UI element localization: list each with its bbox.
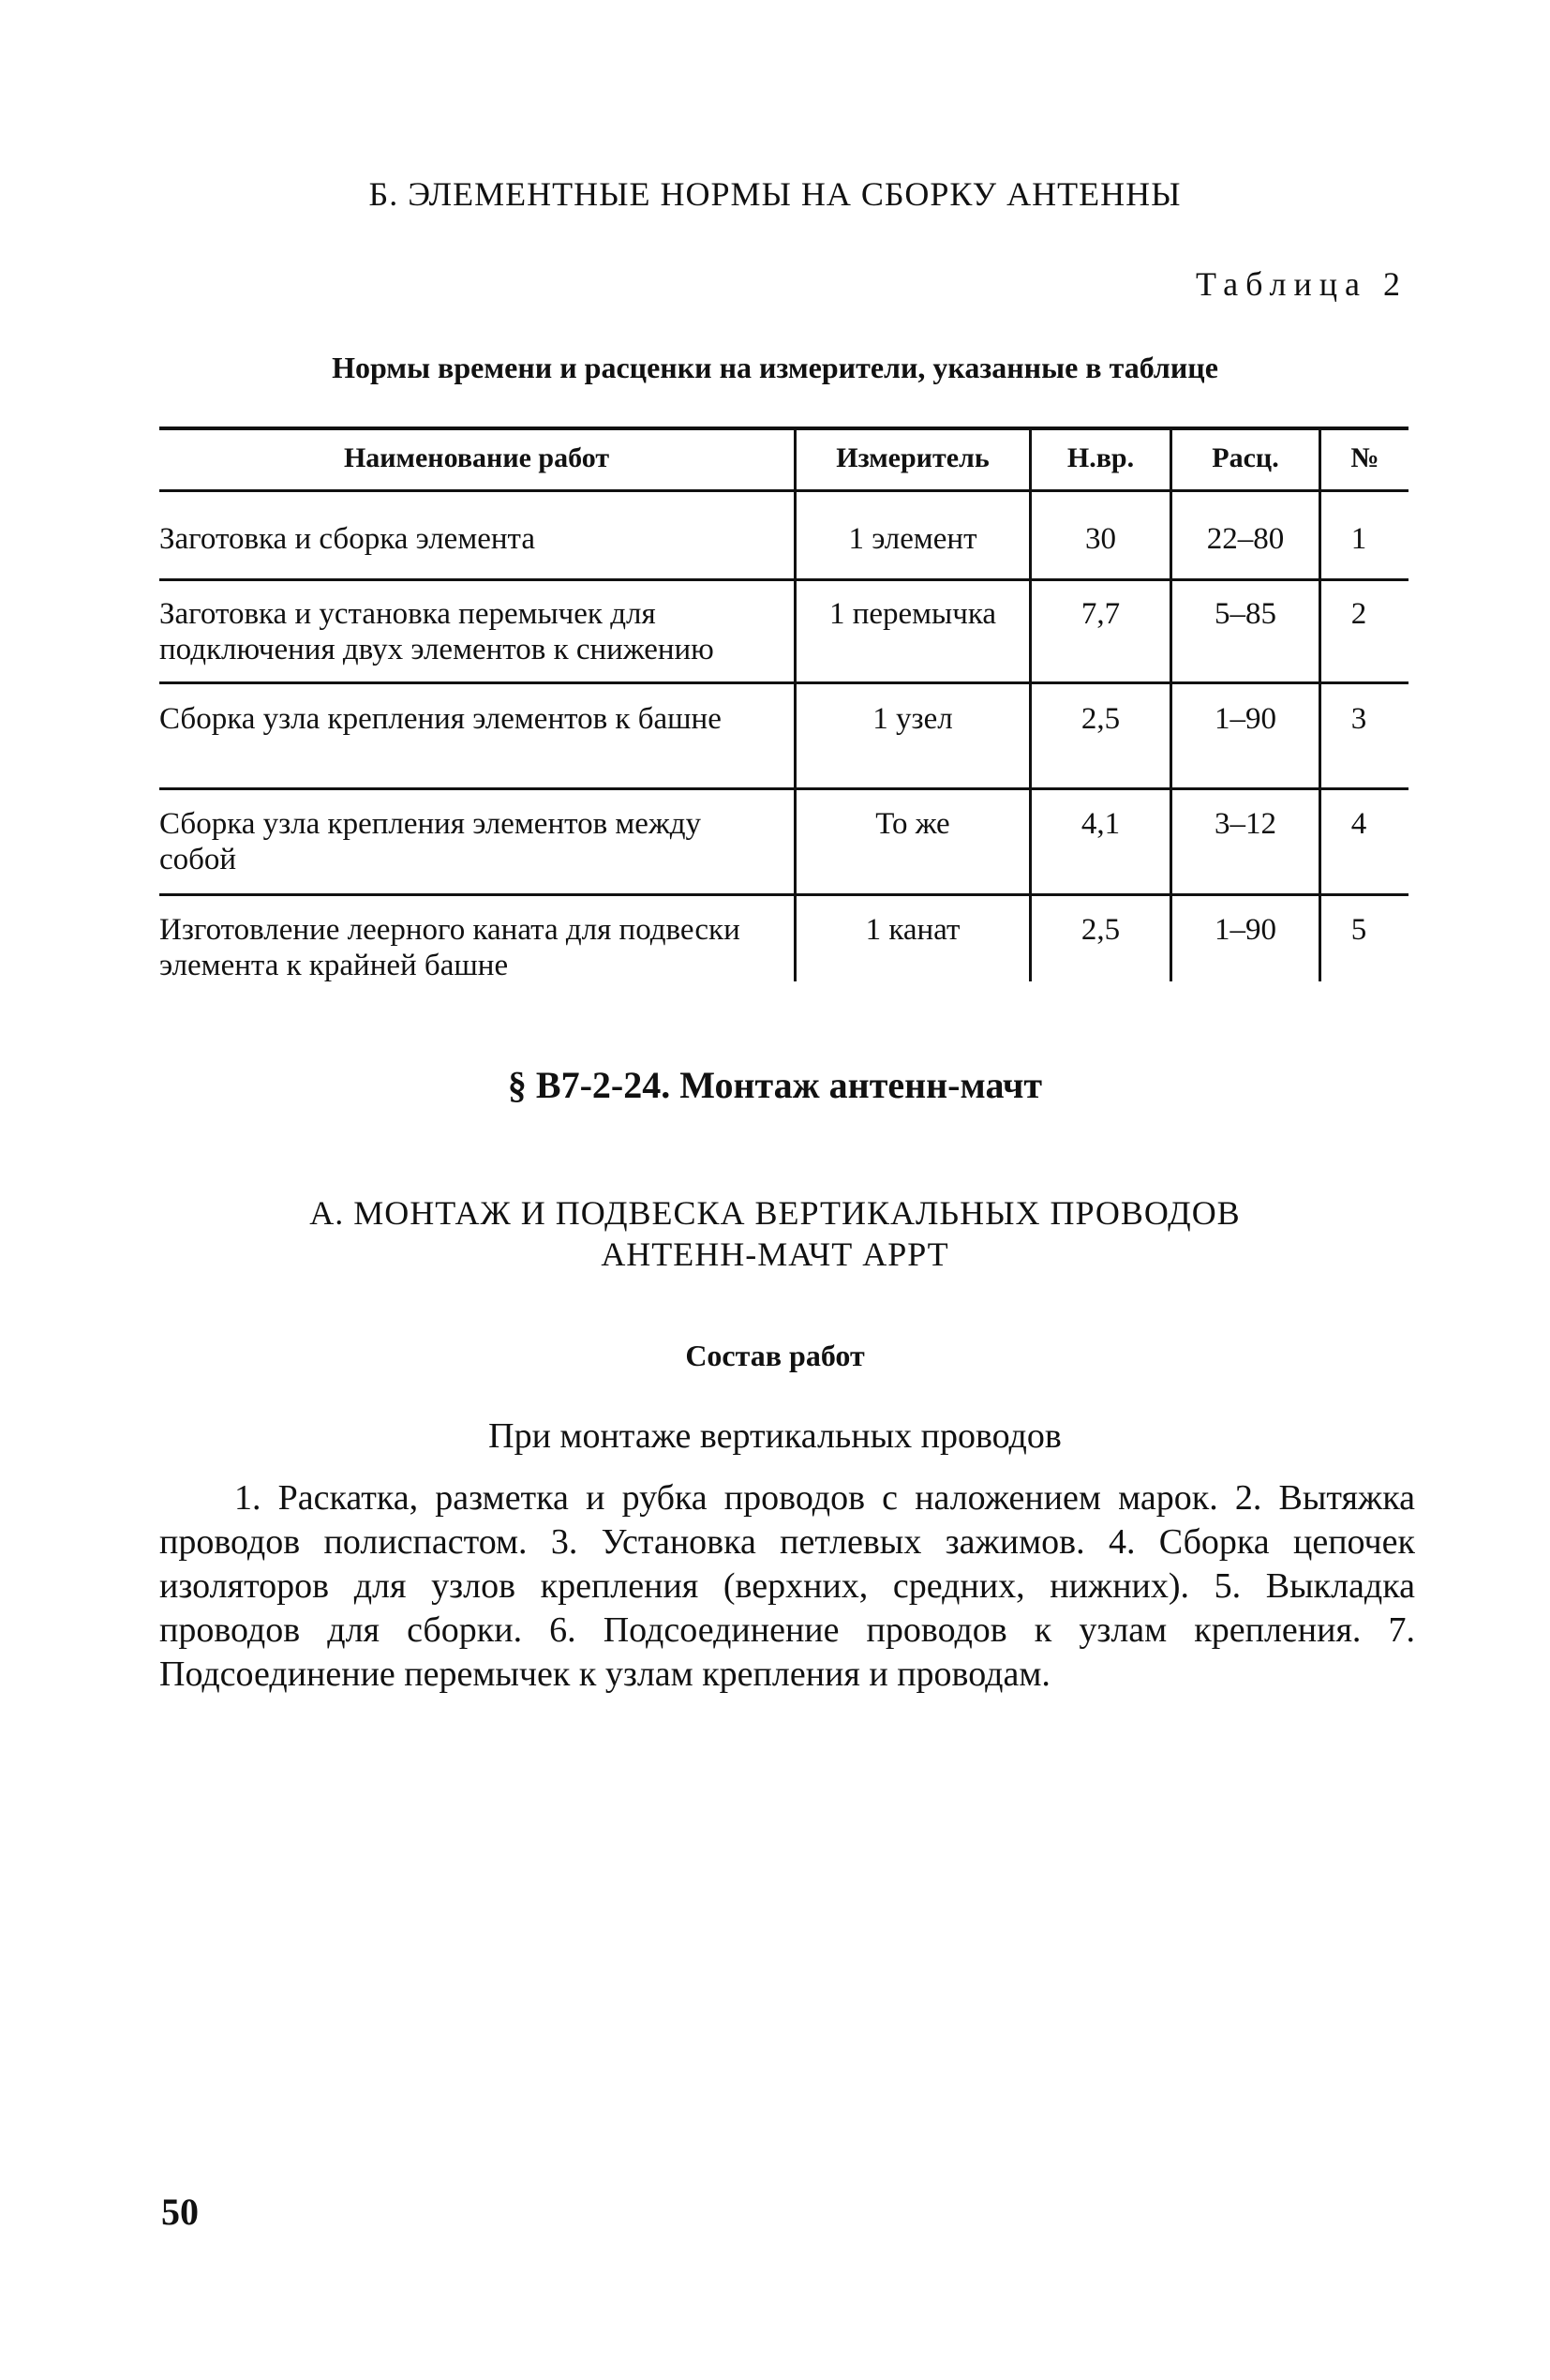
section-title: Б. ЭЛЕМЕНТНЫЕ НОРМЫ НА СБОРКУ АНТЕННЫ (368, 175, 1182, 213)
row-5-num: 5 (1350, 913, 1367, 947)
row-4-time: 4,1 (1081, 807, 1121, 841)
table-header-rule (159, 489, 1408, 492)
row-4-name: Сборка узла крепления элементов между собой (159, 807, 702, 876)
row-2-unit: 1 перемычка (828, 597, 997, 631)
header-time: Н.вр. (1066, 442, 1135, 473)
row-5-name: Изготовление леерного каната для подвески элемента к крайней башне (159, 913, 740, 982)
row-4-num: 4 (1350, 807, 1367, 841)
row-1-unit: 1 элемент (848, 522, 977, 556)
row-5-time: 2,5 (1081, 913, 1121, 947)
row-3-time: 2,5 (1081, 702, 1121, 736)
row-rule-2 (159, 681, 1408, 684)
row-rule-1 (159, 578, 1408, 581)
row-5-rate: 1–90 (1215, 913, 1276, 947)
row-4-rate: 3–12 (1215, 807, 1276, 841)
sub-heading-line-2: АНТЕНН-МАЧТ АРРТ (601, 1235, 949, 1273)
row-5-unit: 1 канат (865, 913, 961, 947)
header-rate: Расц. (1212, 442, 1279, 473)
row-1-rate: 22–80 (1206, 522, 1285, 556)
row-3-rate: 1–90 (1215, 702, 1276, 736)
work-composition-text: 1. Раскатка, разметка и рубка проводов с наложением марок. 2. Вытяжка проводов полиспастом. 3. Установка петлевых зажимов. 4. Сборка цепочек изоляторов для узлов крепления (верхних, средних, нижних). 5. Выкладка проводов для сборки. 6. Подсоединение проводов к узлам крепления. 7. Подсоединение перемычек к узлам крепления и проводам. (159, 1478, 1415, 1694)
paragraph-heading: § В7-2-24. Монтаж антенн-мачт (507, 1064, 1043, 1106)
table-label: Таблица 2 (1196, 265, 1408, 303)
row-rule-4 (159, 893, 1408, 896)
row-2-rate: 5–85 (1215, 597, 1276, 631)
header-name: Наименование работ (343, 442, 610, 473)
sub-heading-line-1: А. МОНТАЖ И ПОДВЕСКА ВЕРТИКАЛЬНЫХ ПРОВОДОВ (309, 1194, 1241, 1232)
composition-subtitle: При монтаже вертикальных проводов (488, 1416, 1062, 1456)
sub-heading (0, 1192, 1550, 1275)
row-2-name: Заготовка и установка перемычек для подключения двух элементов к снижению (159, 597, 714, 666)
row-4-unit: То же (875, 807, 950, 841)
header-num: № (1350, 442, 1379, 473)
page-number: 50 (161, 2191, 199, 2233)
row-rule-3 (159, 787, 1408, 790)
row-3-num: 3 (1350, 702, 1367, 736)
row-3-unit: 1 узел (872, 702, 953, 736)
row-1-name: Заготовка и сборка элемента (159, 522, 535, 556)
row-1-time: 30 (1085, 522, 1116, 556)
table-top-rule (159, 427, 1408, 430)
row-2-num: 2 (1350, 597, 1367, 631)
row-1-num: 1 (1350, 522, 1367, 556)
header-unit: Измеритель (836, 442, 990, 473)
table-caption: Нормы времени и расценки на измерители, указанные в таблице (332, 351, 1218, 384)
row-3-name: Сборка узла крепления элементов к башне (159, 702, 722, 736)
row-2-time: 7,7 (1081, 597, 1121, 631)
composition-title: Состав работ (685, 1339, 865, 1372)
